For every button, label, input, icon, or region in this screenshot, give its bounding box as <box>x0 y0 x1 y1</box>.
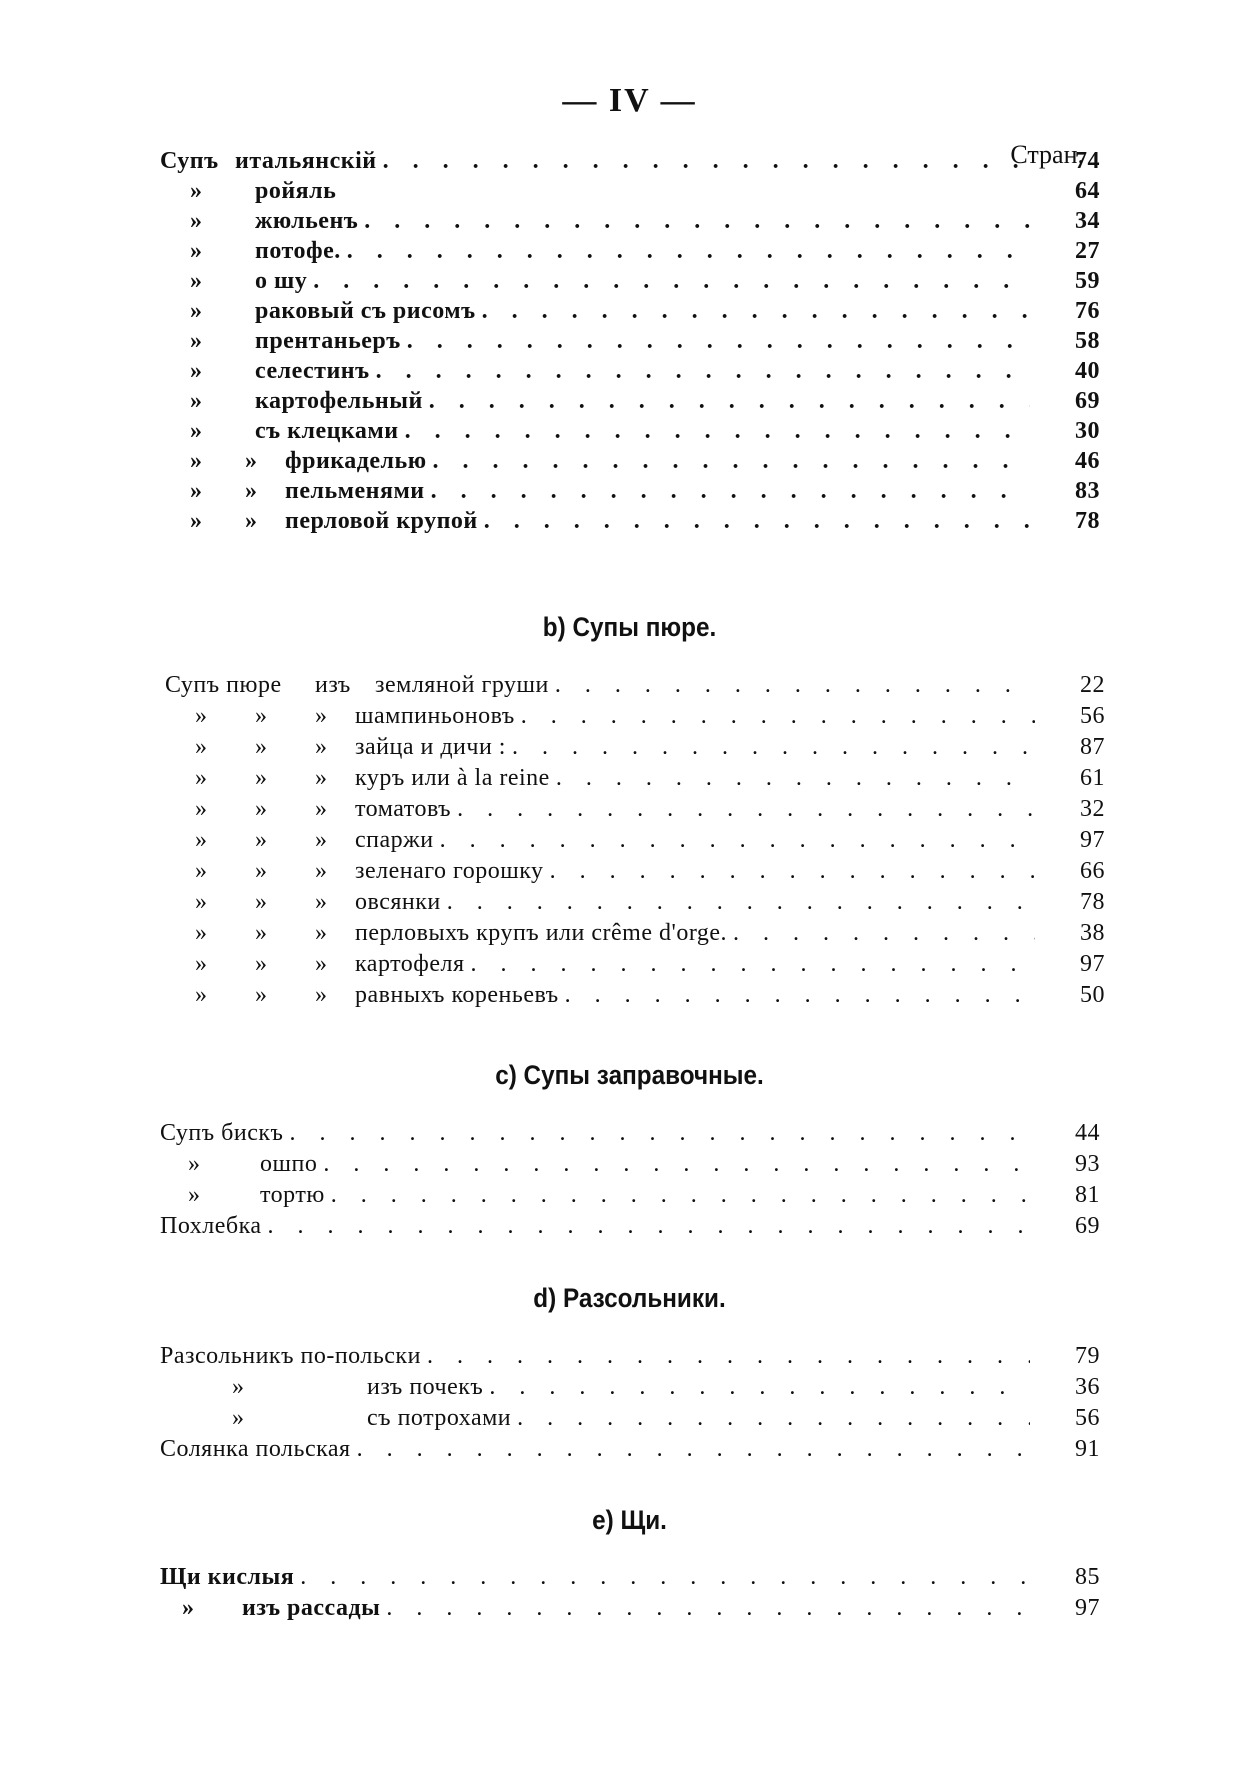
entry-page: 69 <box>1075 1213 1100 1239</box>
section-title: d) Разсольники. <box>533 1283 726 1313</box>
entry-title: жюльенъ <box>255 208 359 234</box>
entry-page: 40 <box>1075 358 1100 384</box>
ditto-mark: » <box>315 951 328 977</box>
dot-leader <box>262 1213 1030 1240</box>
entry-page: 97 <box>1080 951 1105 977</box>
entry-page: 83 <box>1075 478 1100 504</box>
entry-title: зайца и дичи : <box>355 734 506 760</box>
dot-leader <box>307 268 1030 295</box>
entry-title: овсянки <box>355 889 441 915</box>
dot-leader <box>506 734 1035 761</box>
toc-entry <box>160 1436 1100 1468</box>
ditto-mark: » <box>190 418 203 444</box>
dot-leader <box>423 388 1030 415</box>
toc-entry <box>160 1564 1100 1596</box>
ditto-mark: » <box>195 951 208 977</box>
toc-entry <box>160 1182 1100 1214</box>
section-title: b) Супы пюре. <box>542 612 717 642</box>
ditto-mark: » <box>190 208 203 234</box>
dot-leader <box>317 1151 1030 1178</box>
entry-page: 30 <box>1075 418 1100 444</box>
dot-leader <box>341 238 1030 265</box>
toc-entry <box>165 920 1105 952</box>
ditto-mark: » <box>190 178 203 204</box>
ditto-mark: » <box>315 734 328 760</box>
entry-word: изъ <box>315 672 351 698</box>
toc-entry <box>165 858 1105 890</box>
ditto-mark: » <box>190 388 203 414</box>
toc-entry <box>160 1151 1100 1183</box>
toc-entry <box>160 148 1100 180</box>
toc-entry <box>160 238 1100 270</box>
entry-title: спаржи <box>355 827 434 853</box>
toc-entry <box>160 418 1100 450</box>
entry-page: 22 <box>1080 672 1105 698</box>
ditto-mark: » <box>255 734 268 760</box>
toc-entry <box>160 208 1100 240</box>
entry-page: 27 <box>1075 238 1100 264</box>
ditto-mark: » <box>195 734 208 760</box>
entry-title: съ клецками <box>255 418 399 444</box>
entry-word: Супъ <box>160 148 219 174</box>
ditto-mark: » <box>232 1374 245 1400</box>
toc-entry <box>165 703 1105 735</box>
entry-page: 66 <box>1080 858 1105 884</box>
entry-title: равныхъ кореньевъ <box>355 982 559 1008</box>
entry-title: шампиньоновъ <box>355 703 515 729</box>
entry-page: 78 <box>1075 508 1100 534</box>
entry-page: 76 <box>1075 298 1100 324</box>
dot-leader <box>294 1564 1030 1591</box>
toc-entry <box>165 982 1105 1014</box>
toc-entry <box>160 1120 1100 1152</box>
toc-entry <box>160 1343 1100 1375</box>
ditto-mark: » <box>255 765 268 791</box>
entry-title: изъ почекъ <box>367 1374 484 1400</box>
entry-page: 58 <box>1075 328 1100 354</box>
ditto-mark: » <box>195 920 208 946</box>
toc-entry <box>160 328 1100 360</box>
ditto-mark: » <box>315 827 328 853</box>
ditto-mark: » <box>315 982 328 1008</box>
ditto-mark: » <box>195 889 208 915</box>
ditto-mark: » <box>315 920 328 946</box>
ditto-mark: » <box>190 268 203 294</box>
dot-leader <box>451 796 1035 823</box>
entry-title: о шу <box>255 268 308 294</box>
entry-page: 61 <box>1080 765 1105 791</box>
toc-entry <box>160 1374 1100 1406</box>
entry-title: ошпо <box>260 1151 318 1177</box>
toc-entry <box>160 1405 1100 1437</box>
dot-leader <box>478 508 1030 535</box>
ditto-mark: » <box>245 508 258 534</box>
dot-leader <box>511 1405 1030 1432</box>
entry-page: 78 <box>1080 889 1105 915</box>
dot-leader <box>515 703 1035 730</box>
ditto-mark: » <box>255 920 268 946</box>
entry-title: Солянка польская <box>160 1436 351 1462</box>
entry-title: куръ или à la reine <box>355 765 550 791</box>
ditto-mark: » <box>190 298 203 324</box>
dot-leader <box>550 765 1035 792</box>
entry-page: 44 <box>1075 1120 1100 1146</box>
toc-entry <box>160 508 1100 540</box>
entry-title: Похлебка <box>160 1213 262 1239</box>
entry-page: 79 <box>1075 1343 1100 1369</box>
ditto-mark: » <box>255 889 268 915</box>
toc-entry <box>160 1213 1100 1245</box>
entry-page: 85 <box>1075 1564 1100 1590</box>
ditto-mark: » <box>255 796 268 822</box>
entry-page: 59 <box>1075 268 1100 294</box>
page-number: — IV — <box>562 82 697 119</box>
toc-entry <box>165 672 1105 704</box>
toc-entry <box>165 734 1105 766</box>
entry-title: потофе. <box>255 238 341 264</box>
dot-leader <box>549 672 1035 699</box>
dot-leader <box>283 1120 1030 1147</box>
entry-word: Супъ пюре <box>165 672 282 698</box>
section-title: е) Щи. <box>592 1505 667 1535</box>
toc-entry <box>160 1595 1100 1627</box>
entry-title: фрикаделью <box>285 448 427 474</box>
entry-page: 91 <box>1075 1436 1100 1462</box>
dot-leader <box>370 358 1030 385</box>
toc-entry <box>160 448 1100 480</box>
entry-title: раковый съ рисомъ <box>255 298 476 324</box>
entry-title: ройяль <box>255 178 337 204</box>
dot-leader <box>351 1436 1030 1463</box>
entry-title: томатовъ <box>355 796 452 822</box>
entry-page: 87 <box>1080 734 1105 760</box>
entry-title: пельменями <box>285 478 425 504</box>
entry-title: прентаньеръ <box>255 328 401 354</box>
toc-entry <box>165 765 1105 797</box>
dot-leader <box>401 328 1030 355</box>
entry-page: 64 <box>1075 178 1100 204</box>
ditto-mark: » <box>195 858 208 884</box>
dot-leader <box>377 148 1030 175</box>
dot-leader <box>358 208 1030 235</box>
entry-page: 97 <box>1075 1595 1100 1621</box>
entry-title: перловыхъ крупъ или crême d'orge. <box>355 920 728 946</box>
ditto-mark: » <box>315 889 328 915</box>
dot-leader <box>421 1343 1030 1370</box>
ditto-mark: » <box>315 796 328 822</box>
dot-leader <box>380 1595 1030 1622</box>
dot-leader <box>325 1182 1030 1209</box>
dot-leader <box>727 920 1035 947</box>
entry-title: картофельный <box>255 388 423 414</box>
entry-page: 56 <box>1080 703 1105 729</box>
toc-entry <box>165 889 1105 921</box>
entry-page: 69 <box>1075 388 1100 414</box>
dot-leader <box>434 827 1035 854</box>
toc-entry <box>160 358 1100 390</box>
ditto-mark: » <box>315 765 328 791</box>
dot-leader <box>476 298 1030 325</box>
entry-title: Щи кислыя <box>160 1564 295 1590</box>
toc-entry <box>160 478 1100 510</box>
entry-title: изъ рассады <box>242 1595 381 1621</box>
toc-entry <box>165 951 1105 983</box>
dot-leader <box>559 982 1035 1009</box>
ditto-mark: » <box>255 703 268 729</box>
ditto-mark: » <box>190 358 203 384</box>
ditto-mark: » <box>195 796 208 822</box>
dot-leader <box>465 951 1035 978</box>
ditto-mark: » <box>182 1595 195 1621</box>
ditto-mark: » <box>195 765 208 791</box>
entry-page: 81 <box>1075 1182 1100 1208</box>
toc-entry <box>160 178 1100 210</box>
ditto-mark: » <box>195 982 208 1008</box>
ditto-mark: » <box>190 448 203 474</box>
ditto-mark: » <box>190 508 203 534</box>
ditto-mark: » <box>232 1405 245 1431</box>
entry-page: 36 <box>1075 1374 1100 1400</box>
entry-title: картофеля <box>355 951 465 977</box>
entry-title: Разсольникъ по-польски <box>160 1343 421 1369</box>
entry-title: зеленаго горошку <box>355 858 544 884</box>
entry-page: 38 <box>1080 920 1105 946</box>
ditto-mark: » <box>315 703 328 729</box>
entry-page: 50 <box>1080 982 1105 1008</box>
toc-entry <box>160 298 1100 330</box>
dot-leader <box>441 889 1035 916</box>
ditto-mark: » <box>255 858 268 884</box>
toc-entry <box>165 796 1105 828</box>
entry-page: 97 <box>1080 827 1105 853</box>
ditto-mark: » <box>245 478 258 504</box>
ditto-mark: » <box>190 238 203 264</box>
entry-page: 34 <box>1075 208 1100 234</box>
ditto-mark: » <box>255 951 268 977</box>
dot-leader <box>399 418 1030 445</box>
entry-title: перловой крупой <box>285 508 478 534</box>
dot-leader <box>483 1374 1030 1401</box>
entry-page: 74 <box>1075 148 1100 174</box>
entry-title: селестинъ <box>255 358 370 384</box>
toc-entry <box>160 268 1100 300</box>
entry-title: тортю <box>260 1182 325 1208</box>
ditto-mark: » <box>188 1182 201 1208</box>
ditto-mark: » <box>190 328 203 354</box>
toc-entry <box>160 388 1100 420</box>
dot-leader <box>544 858 1035 885</box>
ditto-mark: » <box>195 703 208 729</box>
column-header-pages: Стран. <box>1010 140 1084 169</box>
ditto-mark: » <box>190 478 203 504</box>
entry-title: итальянскій <box>235 148 377 174</box>
dot-leader <box>425 478 1030 505</box>
entry-page: 93 <box>1075 1151 1100 1177</box>
entry-title: земляной груши <box>375 672 549 698</box>
ditto-mark: » <box>315 858 328 884</box>
entry-page: 56 <box>1075 1405 1100 1431</box>
toc-entry <box>165 827 1105 859</box>
ditto-mark: » <box>255 827 268 853</box>
ditto-mark: » <box>195 827 208 853</box>
ditto-mark: » <box>188 1151 201 1177</box>
entry-page: 46 <box>1075 448 1100 474</box>
entry-title: Супъ бискъ <box>160 1120 284 1146</box>
entry-title: съ потрохами <box>367 1405 512 1431</box>
section-title: с) Супы заправочные. <box>495 1060 764 1090</box>
ditto-mark: » <box>245 448 258 474</box>
ditto-mark: » <box>255 982 268 1008</box>
entry-page: 32 <box>1080 796 1105 822</box>
dot-leader <box>427 448 1030 475</box>
